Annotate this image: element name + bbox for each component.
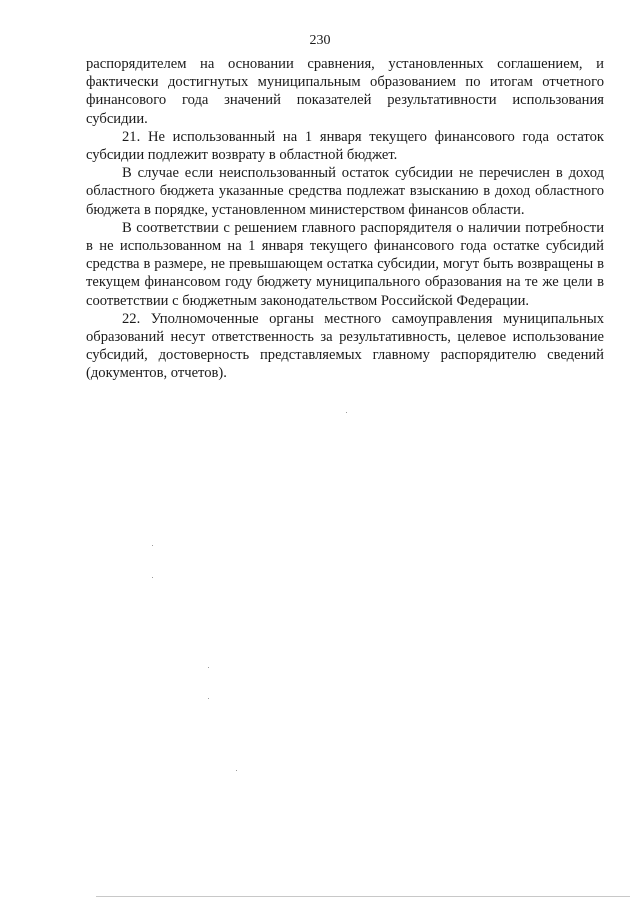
paragraph-continuation: распорядителем на основании сравнения, установленных соглашением, и фактически достигнутых муниципальным образованием по итогам отчетного финансового года значений показателей результативности использования субсидии. — [86, 56, 604, 127]
body-text — [86, 55, 604, 383]
scan-bottom-edge — [96, 896, 630, 897]
scan-speck — [208, 667, 209, 668]
paragraph-22: 22. Уполномоченные органы местного самоуправления муниципальных образований несут ответственность за результативность, целевое использование субсидий, достоверность представляемых главному распорядителю сведений (документов, отчетов). — [86, 310, 604, 382]
paragraph-decision: В соответствии с решением главного распорядителя о наличии потребности в не использованном на 1 января текущего финансового года остатке субсидий средства в размере, не превышающем остатка субсидии, могут быть возвращены в текущем финансовом году бюджету муниципального образования на те же цели в соответствии с бюджетным законодательством Российской Федерации. — [86, 219, 604, 309]
scan-speck — [152, 577, 153, 578]
scan-speck — [208, 698, 209, 699]
scan-speck — [152, 545, 153, 546]
page-number: 230 — [309, 33, 331, 48]
scan-speck — [236, 770, 237, 771]
paragraph-21: 21. Не использованный на 1 января текущего финансового года остаток субсидии подлежит возврату в областной бюджет. — [86, 128, 604, 164]
paragraph-unused-balance: В случае если неиспользованный остаток субсидии не перечислен в доход областного бюджета указанные средства подлежат взысканию в доход областного бюджета в порядке, установленном министерством финансов области. — [86, 165, 604, 218]
scan-speck — [346, 412, 347, 413]
